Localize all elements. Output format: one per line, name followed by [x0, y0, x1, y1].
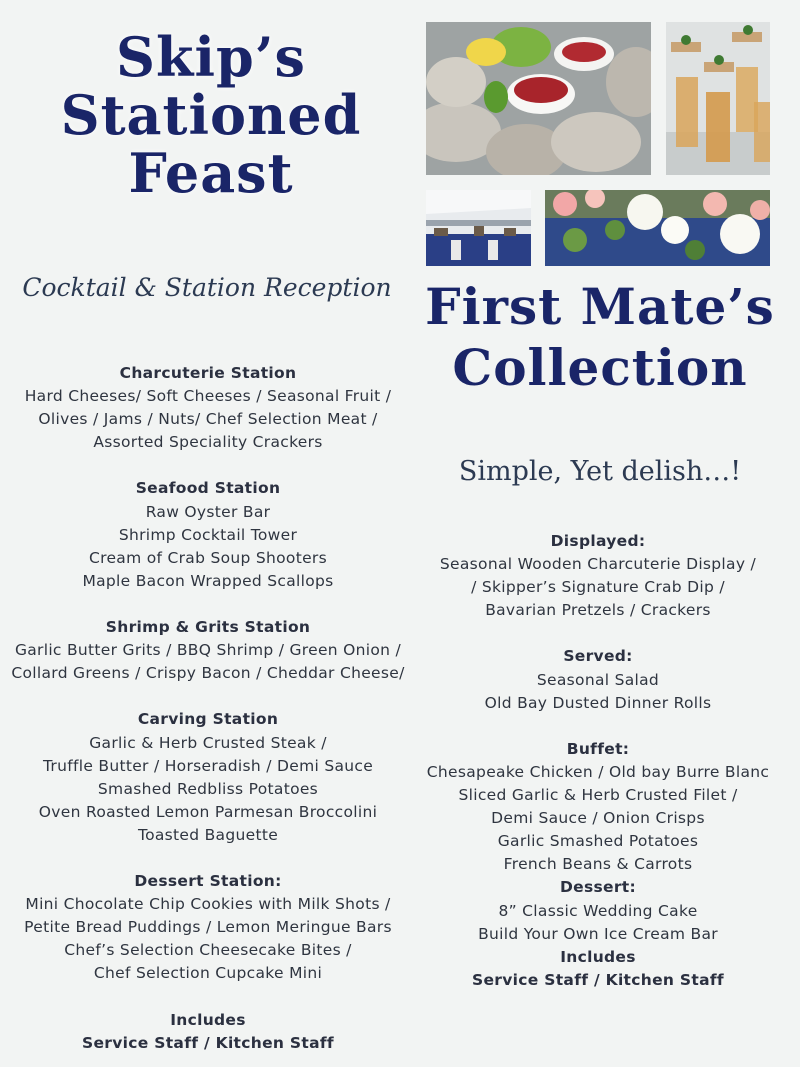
menu-line: Chesapeake Chicken / Old bay Burre Blanc [426, 762, 770, 781]
menu-line: Toasted Baguette [137, 825, 279, 844]
section-heading: Served: [563, 647, 633, 666]
subtitle: Cocktail & Station Reception [22, 273, 392, 302]
tent-photo [426, 190, 531, 266]
menu-line: Assorted Speciality Crackers [93, 433, 323, 452]
menu-line: Maple Bacon Wrapped Scallops [82, 571, 334, 590]
menu-line: Mini Chocolate Chip Cookies with Milk Shots / [25, 895, 391, 914]
menu-section-served [418, 645, 778, 714]
menu-section-seafood [8, 477, 408, 592]
menu-line: Garlic & Herb Crusted Steak / [89, 733, 327, 752]
menu-line: Seasonal Salad [536, 670, 660, 689]
menu-section-includes [8, 1009, 408, 1055]
section-heading: Carving Station [137, 710, 279, 729]
shooters-photo [666, 22, 770, 175]
collection-title [420, 276, 780, 398]
menu-line: Olives / Jams / Nuts/ Chef Selection Meat / [38, 410, 378, 429]
menu-line: Garlic Smashed Potatoes [497, 832, 699, 851]
menu-line: Demi Sauce / Onion Crisps [491, 809, 705, 828]
title-line: Feast [128, 141, 294, 205]
section-heading: Displayed: [550, 532, 646, 550]
menu-line: Build Your Own Ice Cream Bar [478, 924, 718, 943]
menu-line: Shrimp Cocktail Tower [118, 525, 298, 544]
tagline: Simple, Yet delish…! [458, 456, 742, 487]
section-heading: Includes [170, 1010, 246, 1029]
section-heading: Shrimp & Grits Station [105, 618, 311, 637]
menu-line: Service Staff / Kitchen Staff [472, 970, 724, 989]
menu-section-charcuterie [8, 362, 408, 454]
menu-line: Seasonal Wooden Charcuterie Display / [439, 555, 757, 574]
menu-line: Chef’s Selection Cheesecake Bites / [64, 941, 352, 960]
menu-line: Garlic Butter Grits / BBQ Shrimp / Green Onion / [14, 641, 402, 660]
title-line: First Mate’s [425, 277, 775, 336]
flowers-photo [545, 190, 770, 266]
menu-line: Truffle Butter / Horseradish / Demi Sauce [42, 756, 374, 775]
section-heading: Dessert Station: [134, 872, 282, 891]
menu-line: Service Staff / Kitchen Staff [82, 1033, 334, 1052]
menu-line: French Beans & Carrots [503, 855, 693, 874]
menu-section-dessert [418, 876, 778, 945]
menu-section-dessert [8, 870, 408, 985]
menu-line: Oven Roasted Lemon Parmesan Broccolini [38, 802, 378, 821]
section-heading: Charcuterie Station [119, 364, 297, 382]
section-heading: Seafood Station [135, 479, 281, 498]
title-line: Collection [452, 338, 748, 397]
title-line: Stationed [60, 83, 362, 147]
menu-section-includes [418, 946, 778, 992]
menu-line: Petite Bread Puddings / Lemon Meringue Bars [24, 918, 392, 937]
menu-line: Chef Selection Cupcake Mini [93, 964, 323, 983]
section-heading: Buffet: [566, 739, 630, 758]
menu-line: Bavarian Pretzels / Crackers [485, 601, 711, 620]
section-heading: Includes [560, 947, 636, 966]
oysters-photo [426, 22, 651, 175]
menu-line: / Skipper’s Signature Crab Dip / [471, 578, 725, 597]
page-title [20, 25, 402, 205]
station-menu [8, 362, 408, 1055]
section-heading: Dessert: [560, 878, 636, 897]
collection-menu [418, 530, 778, 992]
menu-line: Raw Oyster Bar [145, 502, 271, 521]
menu-section-shrimp-grits [8, 616, 408, 685]
menu-line: Collard Greens / Crispy Bacon / Cheddar Cheese/ [11, 664, 405, 683]
menu-line: 8” Classic Wedding Cake [498, 901, 698, 920]
menu-section-displayed [418, 530, 778, 622]
menu-line: Cream of Crab Soup Shooters [89, 548, 327, 567]
title-line: Skip’s [116, 25, 306, 89]
menu-line: Hard Cheeses/ Soft Cheeses / Seasonal Fruit / [24, 387, 392, 406]
menu-line: Old Bay Dusted Dinner Rolls [484, 693, 712, 712]
menu-section-carving [8, 708, 408, 847]
menu-line: Sliced Garlic & Herb Crusted Filet / [458, 786, 738, 805]
menu-section-buffet [418, 738, 778, 877]
menu-line: Smashed Redbliss Potatoes [97, 779, 319, 798]
